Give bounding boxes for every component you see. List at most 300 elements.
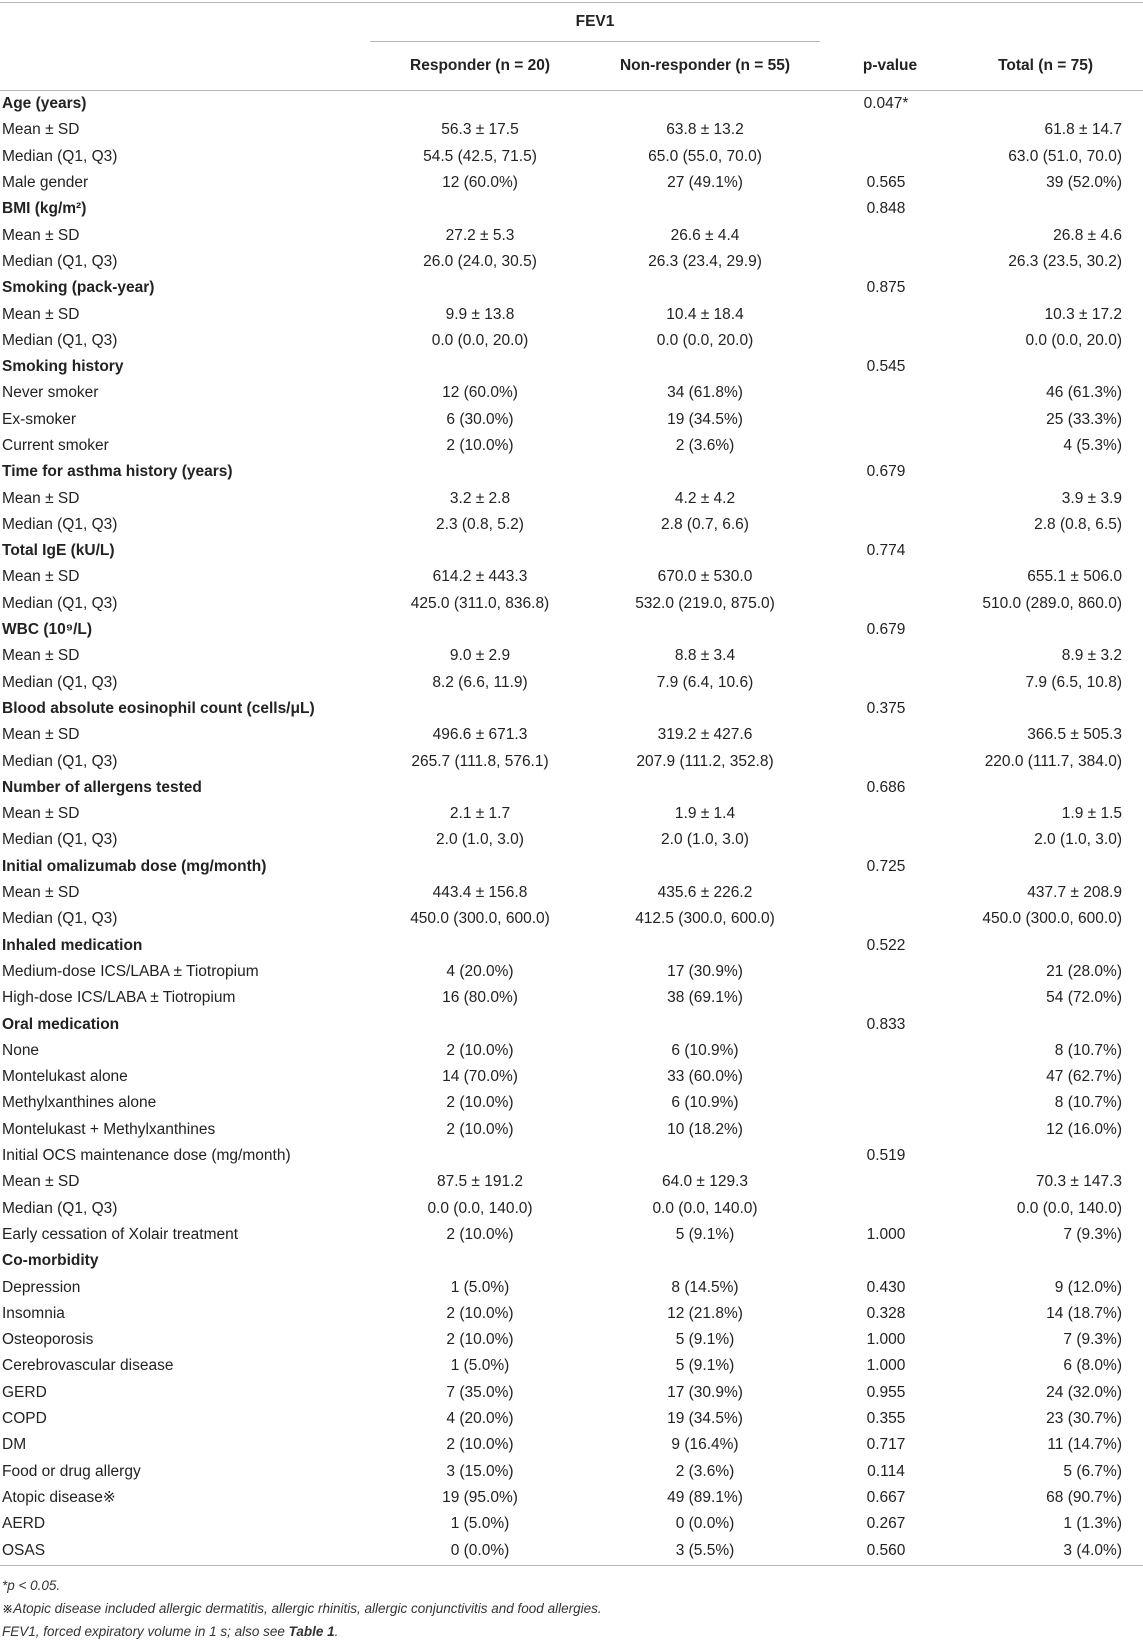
total-cell: 46 (61.3%): [1046, 384, 1122, 402]
row-label: Median (Q1, Q3): [2, 147, 118, 165]
total-cell: 510.0 (289.0, 860.0): [982, 594, 1122, 612]
non-responder-cell: 2.8 (0.7, 6.6): [661, 515, 749, 533]
responder-cell: [370, 696, 590, 722]
non-responder-cell: [590, 1143, 820, 1169]
row-label: Age (years): [2, 95, 87, 113]
responder-cell: [370, 459, 590, 485]
table-row: [0, 670, 1143, 696]
responder-cell: 443.4 ± 156.8: [432, 884, 528, 902]
non-responder-cell: [590, 617, 820, 643]
p-value-cell: [820, 985, 960, 1011]
total-cell: 21 (28.0%): [1046, 962, 1122, 980]
section-row: [0, 196, 1143, 222]
responder-cell: 12 (60.0%): [442, 384, 518, 402]
table-row: [0, 170, 1143, 196]
table-row: [0, 328, 1143, 354]
row-label: COPD: [2, 1409, 47, 1427]
non-responder-cell: 26.6 ± 4.4: [670, 226, 740, 244]
non-responder-cell: 532.0 (219.0, 875.0): [635, 594, 775, 612]
non-responder-cell: 12 (21.8%): [667, 1304, 743, 1322]
responder-cell: [370, 1143, 590, 1169]
non-responder-cell: 6 (10.9%): [671, 1094, 739, 1112]
non-responder-cell: 9 (16.4%): [671, 1436, 739, 1454]
non-responder-cell: [590, 775, 820, 801]
total-cell: 450.0 (300.0, 600.0): [982, 910, 1122, 928]
responder-cell: [370, 196, 590, 222]
p-value-cell: 0.565: [866, 174, 906, 192]
total-cell: 47 (62.7%): [1046, 1068, 1122, 1086]
p-value-cell: 0.355: [866, 1409, 906, 1427]
non-responder-cell: 5 (9.1%): [675, 1331, 735, 1349]
total-cell: 26.8 ± 4.6: [1053, 226, 1122, 244]
responder-cell: 265.7 (111.8, 576.1): [411, 752, 549, 770]
table-row: [0, 1537, 1143, 1566]
p-value-cell: 0.519: [866, 1147, 906, 1165]
table-row: [0, 1117, 1143, 1143]
non-responder-cell: 4.2 ± 4.2: [674, 489, 736, 507]
row-label: DM: [2, 1436, 27, 1454]
total-cell: [960, 196, 1143, 222]
p-value-cell: [820, 722, 960, 748]
p-value-cell: [820, 222, 960, 248]
p-value-cell: [820, 591, 960, 617]
total-cell: [960, 275, 1143, 301]
row-label: Early cessation of Xolair treatment: [2, 1225, 239, 1243]
table-row: [0, 1485, 1143, 1511]
total-cell: 3.9 ± 3.9: [1061, 489, 1122, 507]
row-label: Mean ± SD: [2, 121, 80, 139]
footnotes: [0, 1566, 1143, 1643]
p-value-cell: 0.267: [866, 1515, 906, 1533]
responder-cell: 9.0 ± 2.9: [449, 647, 511, 665]
row-label: Ex-smoker: [2, 410, 77, 428]
non-responder-cell: [590, 696, 820, 722]
p-value-cell: 0.717: [866, 1436, 906, 1454]
total-cell: 3 (4.0%): [960, 1537, 1143, 1566]
responder-cell: 87.5 ± 191.2: [436, 1173, 524, 1191]
non-responder-cell: 64.0 ± 129.3: [661, 1173, 749, 1191]
responder-cell: [370, 91, 590, 118]
non-responder-cell: 8.8 ± 3.4: [674, 647, 736, 665]
non-responder-cell: 27 (49.1%): [667, 174, 743, 192]
table-row: [0, 1458, 1143, 1484]
non-responder-cell: 19 (34.5%): [667, 1409, 743, 1427]
responder-cell: 2 (10.0%): [446, 1331, 514, 1349]
table-row: [0, 407, 1143, 433]
p-value-cell: [820, 117, 960, 143]
responder-cell: 8.2 (6.6, 11.9): [432, 673, 528, 691]
total-cell: 7 (9.3%): [1063, 1225, 1122, 1243]
p-value-cell: [820, 1038, 960, 1064]
non-responder-cell: 6 (10.9%): [671, 1041, 739, 1059]
row-label: Initial OCS maintenance dose (mg/month): [2, 1147, 291, 1165]
table-row: [0, 222, 1143, 248]
total-cell: 8.9 ± 3.2: [1061, 647, 1122, 665]
total-cell: 8 (10.7%): [1054, 1041, 1122, 1059]
responder-cell: [370, 1011, 590, 1037]
responder-cell: 6 (30.0%): [446, 410, 514, 428]
non-responder-cell: 10 (18.2%): [667, 1120, 743, 1138]
column-header-label: [0, 42, 370, 91]
non-responder-cell: 319.2 ± 427.6: [657, 726, 753, 744]
non-responder-cell: 0.0 (0.0, 140.0): [652, 1199, 758, 1217]
total-cell: 437.7 ± 208.9: [1027, 884, 1122, 902]
responder-cell: 450.0 (300.0, 600.0): [410, 910, 550, 928]
footnote-fev1-text: FEV1, forced expiratory volume in 1 s; also see: [2, 1624, 289, 1640]
responder-cell: 1 (5.0%): [450, 1515, 510, 1533]
p-value-cell: [820, 328, 960, 354]
non-responder-cell: 2 (3.6%): [675, 1462, 735, 1480]
section-row: [0, 775, 1143, 801]
p-value-cell: 0.686: [866, 778, 906, 796]
p-value-cell: 1.000: [866, 1225, 906, 1243]
footnote-significance: *p < 0.05.: [2, 1578, 61, 1594]
total-cell: 2.0 (1.0, 3.0): [1034, 831, 1122, 849]
row-label: Co-morbidity: [2, 1252, 99, 1270]
non-responder-cell: 435.6 ± 226.2: [657, 884, 753, 902]
non-responder-cell: [590, 1248, 820, 1274]
row-label: Male gender: [2, 174, 89, 192]
total-cell: 68 (90.7%): [1046, 1488, 1122, 1506]
responder-cell: 2.3 (0.8, 5.2): [436, 515, 524, 533]
responder-cell: 16 (80.0%): [442, 989, 518, 1007]
row-label: Current smoker: [2, 437, 109, 454]
total-cell: [960, 1011, 1143, 1037]
row-label: Mean ± SD: [2, 226, 80, 244]
row-label: Smoking (pack-year): [2, 279, 155, 297]
non-responder-cell: 10.4 ± 18.4: [666, 305, 744, 323]
p-value-cell: 0.667: [866, 1488, 906, 1506]
total-cell: [960, 696, 1143, 722]
row-label: GERD: [2, 1383, 47, 1401]
row-label: Cerebrovascular disease: [2, 1357, 174, 1375]
responder-cell: 496.6 ± 671.3: [432, 726, 528, 744]
responder-cell: [370, 617, 590, 643]
table-row: [0, 380, 1143, 406]
responder-cell: 26.0 (24.0, 30.5): [423, 252, 537, 270]
section-row: [0, 459, 1143, 485]
non-responder-cell: 26.3 (23.4, 29.9): [648, 252, 762, 270]
p-value-cell: 0.848: [866, 200, 906, 218]
table-row: [0, 249, 1143, 275]
table-row: [0, 722, 1143, 748]
table-row: [0, 433, 1143, 459]
table-row: [0, 1195, 1143, 1221]
table-row: [0, 880, 1143, 906]
p-value-cell: [820, 880, 960, 906]
p-value-cell: [820, 670, 960, 696]
total-cell: 8 (10.7%): [1054, 1094, 1122, 1112]
row-label: Food or drug allergy: [2, 1462, 141, 1480]
row-label: Median (Q1, Q3): [2, 831, 118, 849]
non-responder-cell: 412.5 (300.0, 600.0): [635, 910, 775, 928]
responder-cell: 1 (5.0%): [450, 1357, 510, 1375]
responder-cell: [370, 275, 590, 301]
table-row: [0, 1432, 1143, 1458]
row-label: Time for asthma history (years): [2, 463, 233, 481]
responder-cell: 2 (10.0%): [446, 1094, 514, 1112]
non-responder-cell: 3 (5.5%): [590, 1537, 820, 1566]
table-row: [0, 1169, 1143, 1195]
non-responder-cell: 63.8 ± 13.2: [666, 121, 744, 139]
responder-cell: 2 (10.0%): [446, 1304, 514, 1322]
responder-cell: 2.0 (1.0, 3.0): [436, 831, 524, 849]
p-value-cell: [820, 433, 960, 459]
total-cell: 14 (18.7%): [1046, 1304, 1122, 1322]
p-value-cell: 1.000: [866, 1357, 906, 1375]
responder-cell: 0.0 (0.0, 20.0): [431, 331, 529, 349]
non-responder-cell: [590, 459, 820, 485]
section-row: [0, 854, 1143, 880]
row-label: Never smoker: [2, 384, 99, 402]
table-row: [0, 117, 1143, 143]
row-label: Insomnia: [2, 1304, 65, 1322]
responder-cell: [370, 854, 590, 880]
total-cell: 25 (33.3%): [1046, 410, 1122, 428]
table-row: [0, 1064, 1143, 1090]
responder-cell: 3.2 ± 2.8: [449, 489, 511, 507]
column-header-p-value: p-value: [820, 42, 960, 91]
responder-cell: 2.1 ± 1.7: [449, 805, 511, 823]
row-label: Median (Q1, Q3): [2, 752, 118, 770]
p-value-cell: [820, 801, 960, 827]
row-label: Mean ± SD: [2, 647, 80, 665]
total-cell: [960, 1143, 1143, 1169]
total-cell: 4 (5.3%): [1063, 437, 1122, 454]
responder-cell: 4 (20.0%): [446, 1409, 514, 1427]
column-header-non-responder: Non-responder (n = 55): [590, 42, 820, 91]
total-cell: 1 (1.3%): [1063, 1515, 1122, 1533]
total-cell: [960, 933, 1143, 959]
p-value-cell: 0.833: [866, 1015, 906, 1033]
non-responder-cell: 5 (9.1%): [675, 1357, 735, 1375]
p-value-cell: [820, 643, 960, 669]
section-row: [0, 933, 1143, 959]
non-responder-cell: [590, 275, 820, 301]
p-value-cell: 0.328: [866, 1304, 906, 1322]
table-row: [0, 1301, 1143, 1327]
total-cell: 26.3 (23.5, 30.2): [1008, 252, 1122, 270]
column-header-responder: Responder (n = 20): [370, 42, 590, 91]
non-responder-cell: 34 (61.8%): [667, 384, 743, 402]
row-label: Mean ± SD: [2, 726, 80, 744]
row-label: Atopic disease※: [2, 1489, 116, 1507]
p-value-cell: [820, 1064, 960, 1090]
non-responder-cell: 65.0 (55.0, 70.0): [648, 147, 762, 165]
table-row: [0, 1143, 1143, 1169]
responder-cell: 2 (10.0%): [446, 1120, 514, 1138]
total-cell: [960, 538, 1143, 564]
row-label: WBC (10⁹/L): [2, 621, 93, 639]
table-row: [0, 801, 1143, 827]
row-label: OSAS: [0, 1537, 370, 1566]
non-responder-cell: 19 (34.5%): [667, 410, 743, 428]
row-label: Number of allergens tested: [2, 778, 202, 796]
responder-cell: 4 (20.0%): [446, 962, 514, 980]
responder-cell: 2 (10.0%): [446, 1225, 514, 1243]
total-cell: 70.3 ± 147.3: [1035, 1173, 1122, 1191]
row-label: Mean ± SD: [2, 884, 80, 902]
table-reference-link[interactable]: Table 1: [288, 1624, 335, 1640]
row-label: Mean ± SD: [2, 305, 80, 323]
responder-cell: 56.3 ± 17.5: [441, 121, 519, 139]
responder-cell: 54.5 (42.5, 71.5): [423, 147, 537, 165]
p-value-cell: [820, 1169, 960, 1195]
row-label: Oral medication: [2, 1015, 120, 1033]
p-value-cell: 0.047*: [863, 95, 909, 113]
total-cell: 10.3 ± 17.2: [1044, 305, 1122, 323]
p-value-cell: [820, 827, 960, 853]
total-cell: 61.8 ± 14.7: [1044, 121, 1122, 139]
table-row: [0, 144, 1143, 170]
row-label: Median (Q1, Q3): [2, 252, 118, 270]
total-cell: 12 (16.0%): [1046, 1120, 1122, 1138]
responder-cell: 0.0 (0.0, 140.0): [427, 1199, 533, 1217]
responder-cell: 2 (10.0%): [446, 1041, 514, 1059]
p-value-cell: 0.114: [867, 1462, 905, 1480]
table-row: [0, 1222, 1143, 1248]
responder-cell: 14 (70.0%): [442, 1068, 518, 1086]
non-responder-cell: 49 (89.1%): [667, 1488, 743, 1506]
responder-cell: 12 (60.0%): [442, 174, 518, 192]
table-row: [0, 1353, 1143, 1379]
non-responder-cell: 1.9 ± 1.4: [674, 805, 736, 823]
row-label: BMI (kg/m²): [2, 200, 87, 218]
section-row: [0, 1248, 1143, 1274]
table-row: [0, 985, 1143, 1011]
total-cell: 1.9 ± 1.5: [1061, 805, 1122, 823]
row-label: Smoking history: [2, 358, 124, 376]
table-row: [0, 748, 1143, 774]
group-header-row: [0, 3, 1143, 42]
responder-cell: 0 (0.0%): [370, 1537, 590, 1566]
table-row: [0, 485, 1143, 511]
table-row: [0, 1038, 1143, 1064]
row-label: Median (Q1, Q3): [2, 594, 118, 612]
non-responder-cell: [590, 933, 820, 959]
p-value-cell: [820, 959, 960, 985]
p-value-cell: 0.679: [866, 463, 906, 481]
section-row: [0, 538, 1143, 564]
section-row: [0, 91, 1143, 118]
non-responder-cell: 17 (30.9%): [667, 962, 743, 980]
p-value-cell: 0.560: [820, 1537, 960, 1566]
p-value-cell: [820, 748, 960, 774]
p-value-cell: [820, 407, 960, 433]
total-cell: 7.9 (6.5, 10.8): [1025, 673, 1122, 691]
p-value-cell: [820, 249, 960, 275]
total-cell: [960, 617, 1143, 643]
p-value-cell: 0.375: [866, 699, 906, 717]
row-label: High-dose ICS/LABA ± Tiotropium: [2, 989, 236, 1007]
table-row: [0, 1511, 1143, 1537]
non-responder-cell: 17 (30.9%): [667, 1383, 743, 1401]
footnote-fev1-end: .: [334, 1624, 339, 1640]
p-value-cell: 0.679: [866, 621, 906, 639]
section-row: [0, 275, 1143, 301]
responder-cell: [370, 933, 590, 959]
total-cell: 655.1 ± 506.0: [1027, 568, 1122, 586]
row-label: Median (Q1, Q3): [2, 673, 118, 691]
responder-cell: [370, 775, 590, 801]
non-responder-cell: 670.0 ± 530.0: [657, 568, 753, 586]
table-row: [0, 301, 1143, 327]
non-responder-cell: 0.0 (0.0, 20.0): [656, 331, 754, 349]
p-value-cell: 0.955: [866, 1383, 906, 1401]
non-responder-cell: 7.9 (6.4, 10.6): [656, 673, 754, 691]
non-responder-cell: [590, 196, 820, 222]
non-responder-cell: 2.0 (1.0, 3.0): [661, 831, 749, 849]
row-label: Montelukast alone: [2, 1068, 128, 1086]
table-row: [0, 591, 1143, 617]
row-label: Mean ± SD: [2, 568, 80, 586]
table-row: [0, 564, 1143, 590]
p-value-cell: [820, 1090, 960, 1116]
row-label: Mean ± SD: [2, 1173, 80, 1191]
responder-cell: 7 (35.0%): [446, 1383, 514, 1401]
total-cell: 24 (32.0%): [1046, 1383, 1122, 1401]
p-value-cell: 0.774: [866, 542, 906, 560]
non-responder-cell: [590, 354, 820, 380]
p-value-cell: 1.000: [866, 1331, 906, 1349]
row-label: Median (Q1, Q3): [2, 515, 118, 533]
row-label: AERD: [2, 1515, 46, 1533]
non-responder-cell: 8 (14.5%): [671, 1278, 739, 1296]
row-label: Osteoporosis: [2, 1331, 94, 1349]
p-value-cell: [820, 906, 960, 932]
row-label: Montelukast + Methylxanthines: [2, 1120, 216, 1138]
p-value-cell: [820, 485, 960, 511]
p-value-cell: [820, 512, 960, 538]
total-cell: 23 (30.7%): [1046, 1409, 1122, 1427]
total-cell: [960, 354, 1143, 380]
responder-cell: 614.2 ± 443.3: [432, 568, 528, 586]
table-row: [0, 1274, 1143, 1300]
table-row: [0, 1327, 1143, 1353]
footnote-fev1: [2, 1620, 1143, 1643]
table-row: [0, 1090, 1143, 1116]
responder-cell: 2 (10.0%): [446, 437, 514, 454]
row-label: Methylxanthines alone: [2, 1094, 157, 1112]
section-row: [0, 1011, 1143, 1037]
p-value-cell: [820, 1195, 960, 1221]
table-row: [0, 1380, 1143, 1406]
data-table: [0, 2, 1143, 1566]
responder-cell: 3 (15.0%): [446, 1462, 514, 1480]
row-label: Medium-dose ICS/LABA ± Tiotropium: [2, 962, 259, 980]
column-header-total: Total (n = 75): [960, 42, 1143, 91]
p-value-cell: [820, 144, 960, 170]
total-cell: 6 (8.0%): [1063, 1357, 1122, 1375]
table-row: [0, 906, 1143, 932]
section-row: [0, 617, 1143, 643]
non-responder-cell: 2 (3.6%): [675, 437, 735, 454]
row-label: Total IgE (kU/L): [2, 542, 115, 560]
total-cell: 366.5 ± 505.3: [1027, 726, 1122, 744]
group-header-fev1: FEV1: [370, 3, 820, 42]
p-value-cell: 0.545: [866, 358, 906, 376]
row-label: Blood absolute eosinophil count (cells/μL): [2, 699, 315, 717]
row-label: Depression: [2, 1278, 81, 1296]
non-responder-cell: [590, 538, 820, 564]
row-label: Mean ± SD: [2, 489, 80, 507]
table-row: [0, 643, 1143, 669]
p-value-cell: 0.725: [866, 857, 906, 875]
non-responder-cell: 33 (60.0%): [667, 1068, 743, 1086]
p-value-cell: [820, 301, 960, 327]
row-label: Median (Q1, Q3): [2, 1199, 118, 1217]
footnote-atopic: ※Atopic disease included allergic dermatitis, allergic rhinitis, allergic conjunctivitis and food allergies.: [2, 1601, 602, 1617]
